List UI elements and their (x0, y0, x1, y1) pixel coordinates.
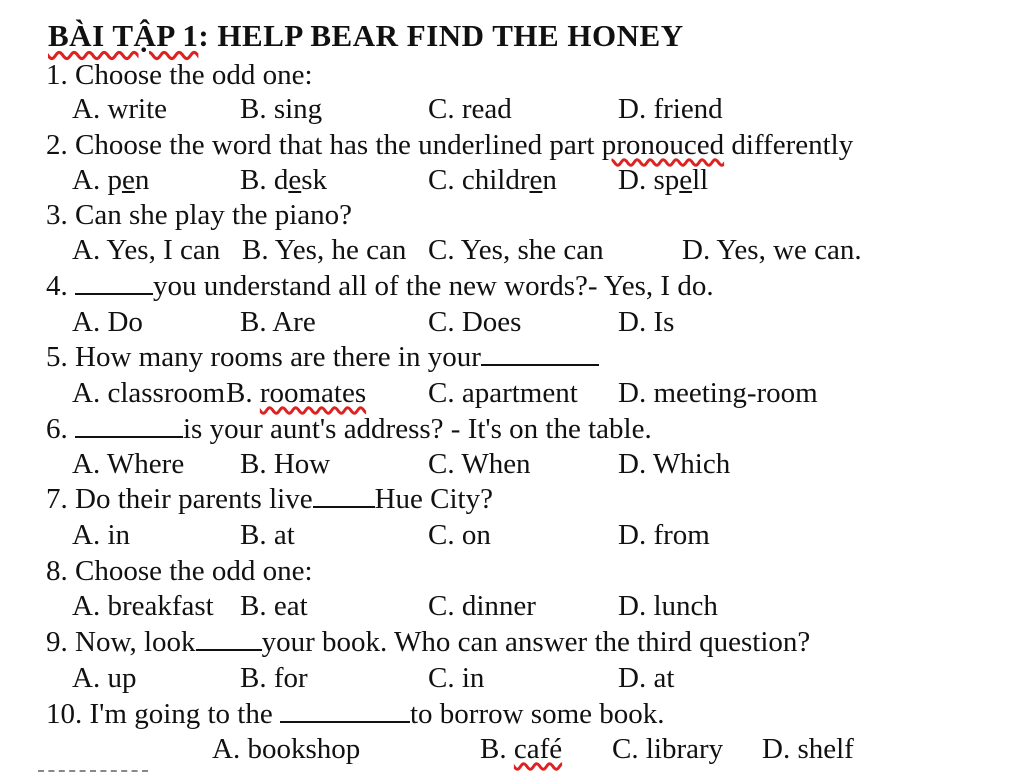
q7-text-pre: 7. Do their parents live (46, 483, 313, 515)
q4-text: you understand all of the new words?- Yes, I do. (153, 270, 714, 302)
q9-blank (196, 648, 262, 651)
q7-option-a: A. in (72, 519, 130, 551)
q7-option-b: B. at (240, 519, 295, 551)
q2-c-underlined: e (529, 164, 543, 196)
worksheet-title (48, 18, 684, 54)
q5-blank (481, 363, 599, 366)
q2-d-post: ll (692, 164, 709, 196)
q4-blank (75, 292, 153, 295)
q2-a-post: n (134, 164, 150, 196)
q2-b-pre: B. d (240, 164, 289, 196)
q2-option-b (240, 163, 327, 197)
q4-number: 4. (46, 270, 75, 302)
q8-option-a: A. breakfast (72, 590, 214, 622)
q2-b-underlined: e (288, 164, 302, 196)
q6-option-b: B. How (240, 448, 331, 480)
q1-option-b: B. sing (240, 93, 323, 125)
q5-text: 5. How many rooms are there in your (46, 341, 481, 373)
question-6 (46, 412, 652, 446)
q1-option-a: A. write (72, 93, 168, 125)
q3-option-b: B. Yes, he can (242, 234, 407, 266)
question-3: 3. Can she play the piano? (46, 199, 353, 231)
q5-option-c: C. apartment (428, 377, 578, 409)
question-8: 8. Choose the odd one: (46, 555, 313, 587)
q7-option-d: D. from (618, 519, 710, 551)
q8-option-c: C. dinner (428, 590, 536, 622)
q4-option-a: A. Do (72, 306, 143, 338)
q2-c-post: n (542, 164, 557, 196)
q9-text-pre: 9. Now, look (46, 626, 196, 658)
q1-option-d: D. friend (618, 93, 723, 125)
q2-d-underlined: e (679, 164, 693, 196)
q7-text-post: Hue City? (374, 483, 493, 515)
q3-option-a: A. Yes, I can (72, 234, 221, 266)
question-7 (46, 482, 493, 516)
q2-misspelled-word: pronouced (601, 129, 725, 161)
q5-b-pre: B. (226, 377, 260, 409)
q10-text-post: to borrow some book. (409, 698, 665, 730)
q7-blank (313, 505, 375, 508)
q6-blank (75, 435, 183, 438)
q2-b-post: sk (301, 164, 328, 196)
q6-option-d: D. Which (618, 448, 731, 480)
q5-option-a: A. classroom (72, 377, 226, 409)
q5-option-b (226, 376, 366, 410)
question-2 (46, 128, 853, 162)
q6-option-a: A. Where (72, 448, 185, 480)
q2-a-underlined: e (121, 164, 135, 196)
q2-option-c (428, 163, 557, 197)
q7-option-c: C. on (428, 519, 491, 551)
q4-option-b: B. Are (240, 306, 316, 338)
q8-option-d: D. lunch (618, 590, 718, 622)
cropped-line-fragment (38, 762, 148, 772)
q2-c-pre: C. childr (428, 164, 530, 196)
title-rest: : HELP BEAR FIND THE HONEY (198, 18, 684, 53)
q10-blank (280, 720, 410, 723)
q2-option-d (618, 163, 708, 197)
question-9 (46, 625, 810, 659)
q10-option-b (480, 732, 562, 766)
q9-option-c: C. in (428, 662, 485, 694)
q1-option-c: C. read (428, 93, 512, 125)
q3-option-d: D. Yes, we can. (682, 234, 862, 266)
question-4 (46, 269, 714, 303)
question-10 (46, 697, 665, 731)
q10-b-pre: B. (480, 733, 514, 765)
q6-number: 6. (46, 413, 75, 445)
q9-option-d: D. at (618, 662, 675, 694)
q2-d-pre: D. sp (618, 164, 680, 196)
title-prefix: BÀI TẬP 1 (48, 18, 199, 53)
q10-option-a: A. bookshop (212, 733, 361, 765)
q10-b-misspelled: café (513, 733, 563, 765)
q5-option-d: D. meeting-room (618, 377, 818, 409)
question-1: 1. Choose the odd one: (46, 59, 313, 91)
q8-option-b: B. eat (240, 590, 308, 622)
q6-text: is your aunt's address? - It's on the table. (183, 413, 652, 445)
q10-option-c: C. library (612, 733, 724, 765)
q10-text-pre: 10. I'm going to the (46, 698, 280, 730)
q2-text-post: differently (724, 129, 854, 161)
q2-option-a (72, 163, 149, 197)
question-5 (46, 340, 599, 374)
q10-option-d: D. shelf (762, 733, 854, 765)
q3-option-c: C. Yes, she can (428, 234, 604, 266)
q9-option-b: B. for (240, 662, 308, 694)
q4-option-d: D. Is (618, 306, 675, 338)
q2-text-pre: 2. Choose the word that has the underlined part (46, 129, 602, 161)
q6-option-c: C. When (428, 448, 531, 480)
q9-option-a: A. up (72, 662, 137, 694)
q5-b-misspelled: roomates (259, 377, 367, 409)
q4-option-c: C. Does (428, 306, 522, 338)
q2-a-pre: A. p (72, 164, 122, 196)
q9-text-post: your book. Who can answer the third question? (261, 626, 811, 658)
